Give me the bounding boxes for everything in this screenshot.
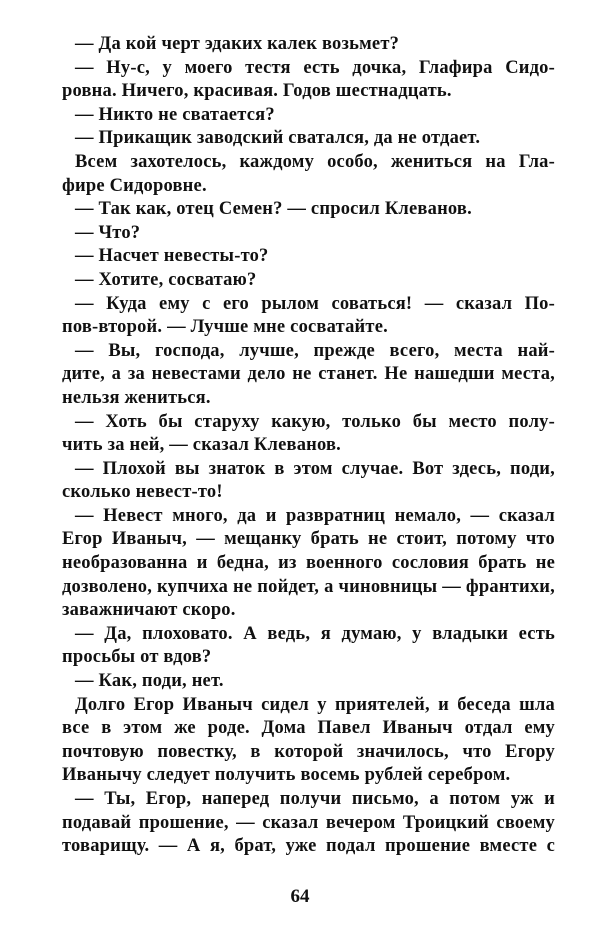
text-line: пов-второй. — Лучше мне сосватайте. bbox=[62, 317, 388, 338]
text-line: — Что? bbox=[75, 222, 141, 243]
text-line: сколько невест-то! bbox=[62, 482, 223, 503]
text-line: — Плохой вы знаток в этом случае. Вот здесь, поди, bbox=[75, 458, 555, 479]
page-body-text bbox=[62, 33, 555, 859]
text-line: дите, а за невестами дело не станет. Не нашедши места, bbox=[62, 364, 555, 385]
text-line: — Хоть бы старуху какую, только бы место полу- bbox=[75, 411, 555, 432]
text-line: Долго Егор Иваныч сидел у приятелей, и беседа шла bbox=[75, 694, 555, 715]
text-line: подавай прошение, — сказал вечером Троицкий своему bbox=[62, 812, 555, 833]
text-line: все в этом же роде. Дома Павел Иваныч отдал ему bbox=[62, 718, 555, 739]
text-line: — Хотите, сосватаю? bbox=[75, 269, 257, 290]
text-line: — Ну-с, у моего тестя есть дочка, Глафира Сидо- bbox=[75, 57, 555, 78]
text-line: фире Сидоровне. bbox=[62, 175, 207, 196]
text-line: — Прикащик заводский сватался, да не отдает. bbox=[75, 128, 481, 149]
text-line: нельзя жениться. bbox=[62, 387, 211, 408]
text-line: — Насчет невесты-то? bbox=[75, 246, 269, 267]
page-number: 64 bbox=[290, 886, 310, 907]
text-line: дозволено, купчиха не пойдет, а чиновницы — франтихи, bbox=[62, 576, 555, 597]
text-line: Всем захотелось, каждому особо, жениться на Гла- bbox=[75, 151, 555, 172]
text-line: Егор Иваныч, — мещанку брать не стоит, потому что bbox=[62, 529, 555, 550]
text-line: заважничают скоро. bbox=[62, 600, 236, 621]
text-line: — Невест много, да и развратниц немало, — сказал bbox=[75, 505, 555, 526]
text-line: чить за ней, — сказал Клеванов. bbox=[62, 435, 342, 456]
text-line: необразованна и бедна, из военного сословия брать не bbox=[62, 553, 555, 574]
text-line: — Вы, господа, лучше, прежде всего, места най- bbox=[75, 340, 555, 361]
text-line: ровна. Ничего, красивая. Годов шестнадцать. bbox=[62, 81, 452, 102]
text-line: — Ты, Егор, наперед получи письмо, а потом уж и bbox=[75, 789, 555, 809]
text-line: почтовую повестку, в которой значилось, что Егору bbox=[62, 741, 555, 762]
text-line: — Так как, отец Семен? — спросил Клеванов. bbox=[75, 199, 472, 220]
text-line: товарищу. — А я, брат, уже подал прошение вместе с bbox=[62, 836, 555, 857]
text-line: — Как, поди, нет. bbox=[75, 671, 224, 692]
text-line: — Да, плоховато. А ведь, я думаю, у владыки есть bbox=[75, 623, 555, 644]
text-line: Иванычу следует получить восемь рублей серебром. bbox=[62, 765, 511, 786]
text-line: просьбы от вдов? bbox=[62, 647, 212, 668]
text-line: — Никто не сватается? bbox=[75, 104, 275, 125]
text-line: — Куда ему с его рылом соваться! — сказал По- bbox=[75, 293, 555, 314]
text-line: — Да кой черт эдаких калек возьмет? bbox=[75, 34, 400, 54]
